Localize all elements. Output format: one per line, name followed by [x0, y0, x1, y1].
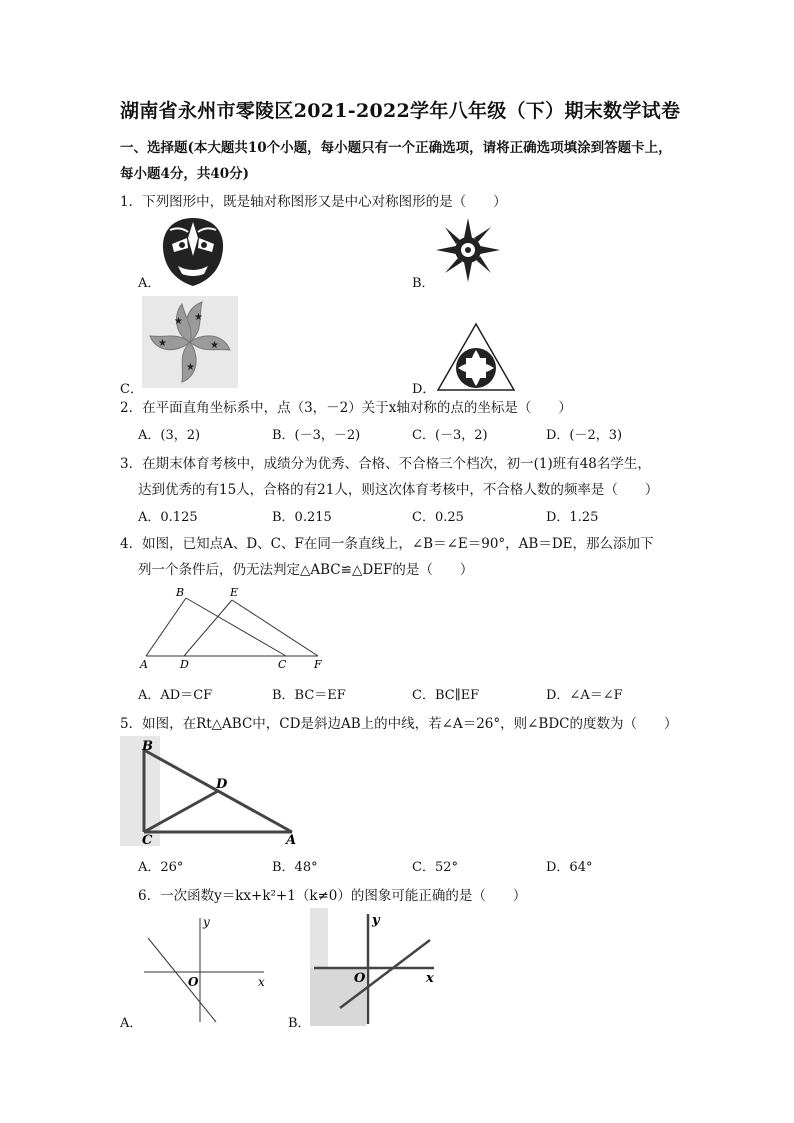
q3-option-b: B．0.215: [272, 510, 332, 525]
q5-point-d-label: D: [216, 777, 228, 792]
svg-text:★: ★: [186, 362, 195, 373]
q1-option-a-label: A．: [138, 276, 161, 291]
q4-triangles-figure: [138, 584, 338, 674]
q2-option-a: A．(3，2): [138, 428, 201, 443]
point-a-label: A: [140, 658, 148, 671]
q6-option-a-label: A．: [120, 1016, 143, 1031]
q6a-y-axis-label: y: [203, 915, 210, 929]
q1-option-c-label: C．: [120, 382, 143, 397]
q3-option-a: A．0.125: [138, 510, 198, 525]
point-b-label: B: [176, 586, 185, 599]
q3-option-c: C．0.25: [412, 510, 464, 525]
q4-option-b: B．BC＝EF: [272, 688, 346, 703]
point-d-label: D: [180, 658, 189, 671]
triangle-circle-figure: [436, 322, 516, 392]
point-e-label: E: [230, 586, 239, 599]
svg-text:★: ★: [210, 340, 219, 351]
question-4-stem-line1: 4．如图，已知点A、D、C、F在同一条直线上，∠B＝∠E＝90°，AB＝DE，那么添加下: [120, 536, 654, 552]
q6a-origin-label: O: [188, 975, 199, 989]
q2-option-c: C．(－3，2): [412, 428, 488, 443]
svg-text:★: ★: [174, 316, 183, 327]
q6-option-a-graph: [140, 914, 270, 1026]
question-1-stem: 1．下列图形中，既是轴对称图形又是中心对称图形的是（ ）: [120, 194, 507, 210]
q5-right-triangle-figure: [120, 736, 302, 846]
section-heading-line2: 每小题4分，共40分): [120, 166, 250, 182]
mask-figure: [160, 216, 226, 288]
q2-option-b: B．(－3，－2): [272, 428, 361, 443]
svg-text:★: ★: [158, 338, 167, 349]
question-3-stem-line1: 3．在期末体育考核中，成绩分为优秀、合格、不合格三个档次，初一(1)班有48名学生，: [120, 456, 651, 472]
question-2-stem: 2．在平面直角坐标系中，点（3，－2）关于x轴对称的点的坐标是（ ）: [120, 400, 572, 416]
q4-option-a: A．AD＝CF: [138, 688, 213, 703]
question-5-stem: 5．如图，在Rt△ABC中，CD是斜边AB上的中线，若∠A＝26°，则∠BDC的度数为（ ）: [120, 716, 678, 732]
q5-point-c-label: C: [142, 833, 153, 848]
star-ornament-figure: [436, 218, 500, 282]
q6-option-b-graph: [310, 908, 440, 1026]
q3-option-d: D．1.25: [546, 510, 599, 525]
point-f-label: F: [314, 658, 322, 671]
q6b-y-axis-label: y: [372, 913, 380, 928]
svg-text:★: ★: [194, 312, 203, 323]
q1-option-b-label: B．: [412, 276, 435, 291]
q4-option-c: C．BC∥EF: [412, 688, 480, 703]
question-4-stem-line2: 列一个条件后，仍无法判定△ABC≌△DEF的是（ ）: [138, 562, 474, 578]
page-title: 湖南省永州市零陵区2021-2022学年八年级（下）期末数学试卷: [120, 100, 681, 122]
bauhinia-flower-figure: [142, 296, 238, 388]
q5-option-b: B．48°: [272, 860, 318, 875]
q5-option-c: C．52°: [412, 860, 458, 875]
question-6-stem: 6．一次函数y＝kx+k²+1（k≠0）的图象可能正确的是（ ）: [138, 888, 527, 904]
q1-option-d-label: D．: [412, 382, 436, 397]
q6a-x-axis-label: x: [258, 975, 265, 989]
q5-option-d: D．64°: [546, 860, 593, 875]
q6b-origin-label: O: [354, 971, 366, 986]
section-heading-line1: 一、选择题(本大题共10个小题，每小题只有一个正确选项，请将正确选项填涂到答题卡上，: [120, 140, 672, 156]
q6-option-b-label: B．: [288, 1016, 311, 1031]
q4-option-d: D．∠A＝∠F: [546, 688, 623, 703]
question-3-stem-line2: 达到优秀的有15人，合格的有21人，则这次体育考核中，不合格人数的频率是（ ）: [138, 482, 659, 498]
q5-point-a-label: A: [286, 833, 297, 848]
q6b-x-axis-label: x: [426, 971, 434, 986]
q2-option-d: D．(－2，3): [546, 428, 623, 443]
q5-point-b-label: B: [142, 739, 153, 754]
q5-option-a: A．26°: [138, 860, 184, 875]
point-c-label: C: [278, 658, 287, 671]
